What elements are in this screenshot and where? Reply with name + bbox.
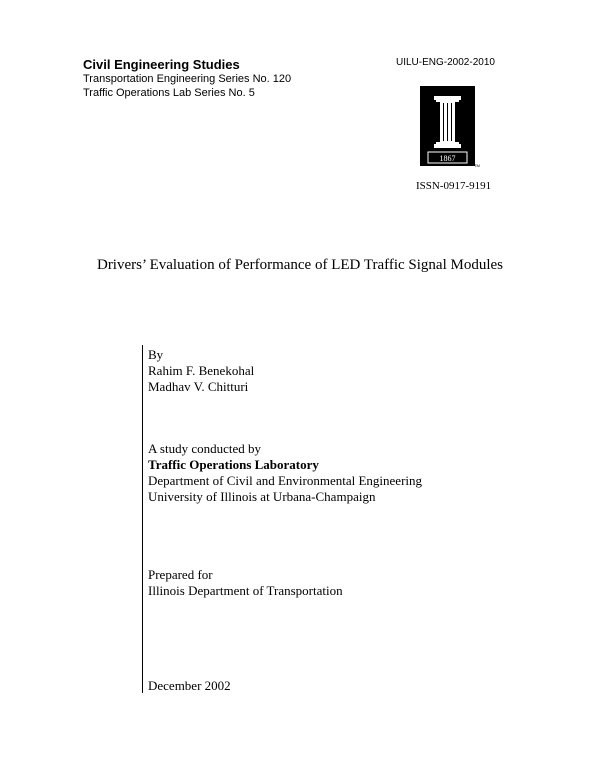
series-line-1: Transportation Engineering Series No. 120 [83,73,292,85]
prepared-label: Prepared for [148,567,213,582]
study-block [148,441,422,505]
series-line-2: Traffic Operations Lab Series No. 5 [83,87,255,99]
logo-year: 1867 [439,154,456,163]
publication-date: December 2002 [148,678,231,693]
study-intro: A study conducted by [148,441,262,456]
author-name: Madhav V. Chitturi [148,379,249,394]
report-number: UILU-ENG-2002-2010 [396,57,495,68]
by-label: By [148,347,164,362]
page-title: Drivers’ Evaluation of Performance of LED Traffic Signal Modules [96,257,504,273]
series-title: Civil Engineering Studies [83,57,240,72]
agency-name: Illinois Department of Transportation [148,583,343,598]
authors-block [148,347,254,395]
margin-rule [142,345,143,693]
illinois-column-logo [420,86,480,170]
department-name: Department of Civil and Environmental Engineering [148,473,423,488]
lab-name: Traffic Operations Laboratory [148,457,319,472]
logo-trademark: TM [474,163,480,168]
university-name: University of Illinois at Urbana-Champaign [148,489,376,504]
author-name: Rahim F. Benekohal [148,363,255,378]
issn: ISSN-0917-9191 [416,180,492,192]
prepared-block [148,567,343,599]
